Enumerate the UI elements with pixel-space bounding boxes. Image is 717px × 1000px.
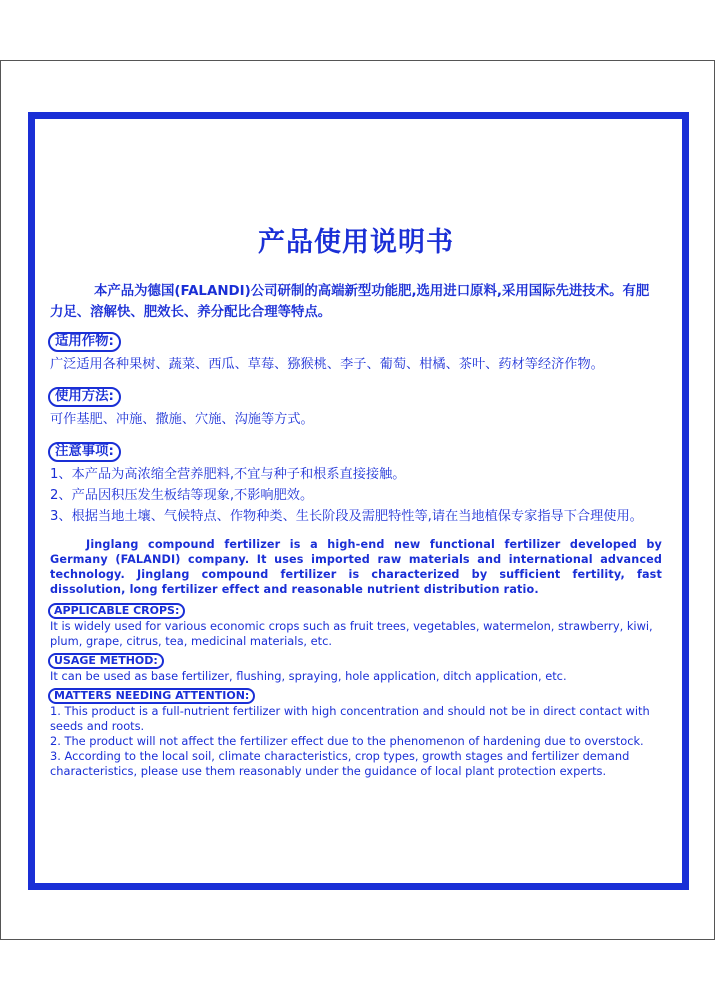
cn-notes-list (50, 464, 662, 527)
cn-usage-text: 可作基肥、冲施、撒施、穴施、沟施等方式。 (50, 412, 314, 427)
cn-crops-text: 广泛适用各种果树、蔬菜、西瓜、草莓、猕猴桃、李子、葡萄、柑橘、茶叶、药材等经济作物。 (50, 357, 604, 372)
en-note-item: 2. The product will not affect the fertilizer effect due to the phenomenon of hardening due to overstock. (50, 734, 644, 748)
cn-intro-paragraph: 本产品为德国(FALANDI)公司研制的高端新型功能肥,选用进口原料,采用国际先进技术。有肥力足、溶解快、肥效长、养分配比合理等特点。 (50, 284, 650, 320)
en-usage-text: It can be used as base fertilizer, flushing, spraying, hole application, ditch application, etc. (50, 669, 567, 683)
cn-usage-heading: 使用方法: (48, 387, 121, 407)
cn-notes-heading: 注意事项: (48, 442, 121, 462)
cn-note-item: 1、本产品为高浓缩全营养肥料,不宜与种子和根系直接接触。 (50, 467, 406, 482)
cn-note-item: 2、产品因积压发生板结等现象,不影响肥效。 (50, 488, 314, 503)
en-notes-heading: MATTERS NEEDING ATTENTION: (48, 688, 255, 704)
en-note-item: 1. This product is a full-nutrient fertilizer with high concentration and should not be in direct contact with seeds and roots. (50, 704, 650, 733)
en-crops-text: It is widely used for various economic crops such as fruit trees, vegetables, watermelon, strawberry, kiwi, plum, grape, citrus, tea, medicinal materials, etc. (50, 619, 653, 648)
en-intro-paragraph: Jinglang compound fertilizer is a high-end new functional fertilizer developed by Germany (FALANDI) company. It uses imported raw materials and international advanced technology. Jinglang compound fertilizer is characterized by sufficient fertility, fast dissolution, long fertilizer effect and reasonable nutrient distribution ratio. (50, 538, 662, 596)
cn-note-item: 3、根据当地土壤、气候特点、作物种类、生长阶段及需肥特性等,请在当地植保专家指导下合理使用。 (50, 509, 643, 524)
cn-crops-heading: 适用作物: (48, 332, 121, 352)
instruction-content (50, 220, 662, 779)
document-title: 产品使用说明书 (258, 227, 454, 258)
en-crops-heading: APPLICABLE CROPS: (48, 603, 185, 619)
en-usage-heading: USAGE METHOD: (48, 653, 164, 669)
en-note-item: 3. According to the local soil, climate characteristics, crop types, growth stages and fertilizer demand characteristics, please use them reasonably under the guidance of local plant protection experts. (50, 749, 630, 778)
en-notes-list (50, 704, 662, 779)
